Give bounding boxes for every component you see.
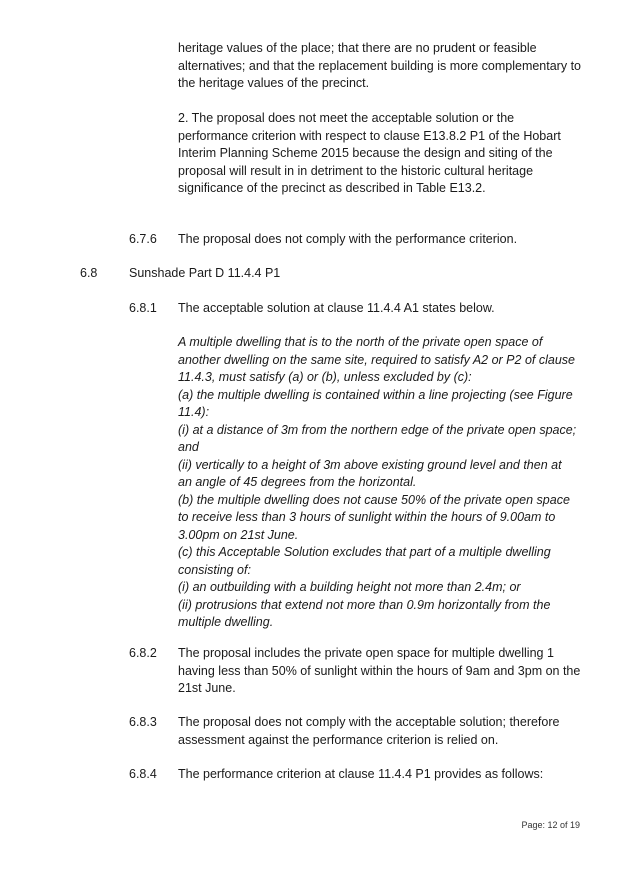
quote-line: 11.4): <box>178 405 210 419</box>
section-number-6-8-2: 6.8.2 <box>129 646 157 660</box>
quote-line: (ii) vertically to a height of 3m above existing ground level and then at <box>178 457 562 472</box>
quote-line: multiple dwelling. <box>178 615 274 629</box>
section-number-6-8: 6.8 <box>80 266 98 280</box>
text-line: significance of the precinct as described in Table E13.2. <box>178 181 486 195</box>
quote-line: (c) this Acceptable Solution excludes that part of a multiple dwelling <box>178 545 551 559</box>
quote-line: and <box>178 440 199 454</box>
quote-line: (ii) protrusions that extend not more than 0.9m horizontally from the <box>178 597 551 612</box>
quote-line: (i) at a distance of 3m from the northern edge of the private open space; <box>178 422 577 437</box>
section-6-8-3-text <box>178 714 578 749</box>
section-number-6-8-3: 6.8.3 <box>129 715 157 729</box>
quote-line: (a) the multiple dwelling is contained within a line projecting (see Figure <box>178 387 573 402</box>
text-line: Interim Planning Scheme 2015 because the design and siting of the <box>178 146 553 160</box>
quote-line: 3.00pm on 21st June. <box>178 527 299 542</box>
section-6-8-1-text: The acceptable solution at clause 11.4.4 A1 states below. <box>178 301 495 315</box>
quote-line: (b) the multiple dwelling does not cause 50% of the private open space <box>178 492 570 507</box>
text-line: heritage values of the place; that there are no prudent or feasible <box>178 41 537 55</box>
section-6-7-6-text: The proposal does not comply with the performance criterion. <box>178 232 518 246</box>
quote-line: an angle of 45 degrees from the horizontal. <box>178 475 417 489</box>
text-line: 2. The proposal does not meet the acceptable solution or the <box>178 111 515 125</box>
section-6-8-title: Sunshade Part D 11.4.4 P1 <box>129 266 281 280</box>
quote-line: (i) an outbuilding with a building height not more than 2.4m; or <box>178 580 521 594</box>
page-number: Page: 12 of 19 <box>521 820 580 830</box>
text-line: The proposal includes the private open space for multiple dwelling 1 <box>178 646 554 660</box>
text-line: The proposal does not comply with the acceptable solution; therefore <box>178 715 560 729</box>
text-line: alternatives; and that the replacement building is more complementary to <box>178 58 581 73</box>
text-line: assessment against the performance criterion is relied on. <box>178 732 499 747</box>
text-line: 21st June. <box>178 681 236 695</box>
quoted-acceptable-solution <box>178 334 578 632</box>
intro-paragraph <box>178 40 581 93</box>
section-number-6-8-4: 6.8.4 <box>129 767 157 781</box>
quote-line: to receive less than 3 hours of sunlight within the hours of 9.00am to <box>178 510 556 524</box>
section-number-6-7-6: 6.7.6 <box>129 232 157 246</box>
quote-line: 11.4.3, must satisfy (a) or (b), unless excluded by (c): <box>178 370 472 384</box>
point-2-paragraph <box>178 110 578 198</box>
quote-line: A multiple dwelling that is to the north of the private open space of <box>178 335 543 349</box>
section-6-8-2-text <box>178 645 581 698</box>
text-line: having less than 50% of sunlight within the hours of 9am and 3pm on the <box>178 663 581 678</box>
text-line: the heritage values of the precinct. <box>178 76 370 90</box>
section-number-6-8-1: 6.8.1 <box>129 301 157 315</box>
section-6-8-4-text: The performance criterion at clause 11.4.4 P1 provides as follows: <box>178 767 544 781</box>
text-line: proposal will result in in detriment to the historic cultural heritage <box>178 163 534 178</box>
quote-line: another dwelling on the same site, required to satisfy A2 or P2 of clause <box>178 352 575 367</box>
text-line: performance criterion with respect to clause E13.8.2 P1 of the Hobart <box>178 128 561 143</box>
quote-line: consisting of: <box>178 562 251 577</box>
